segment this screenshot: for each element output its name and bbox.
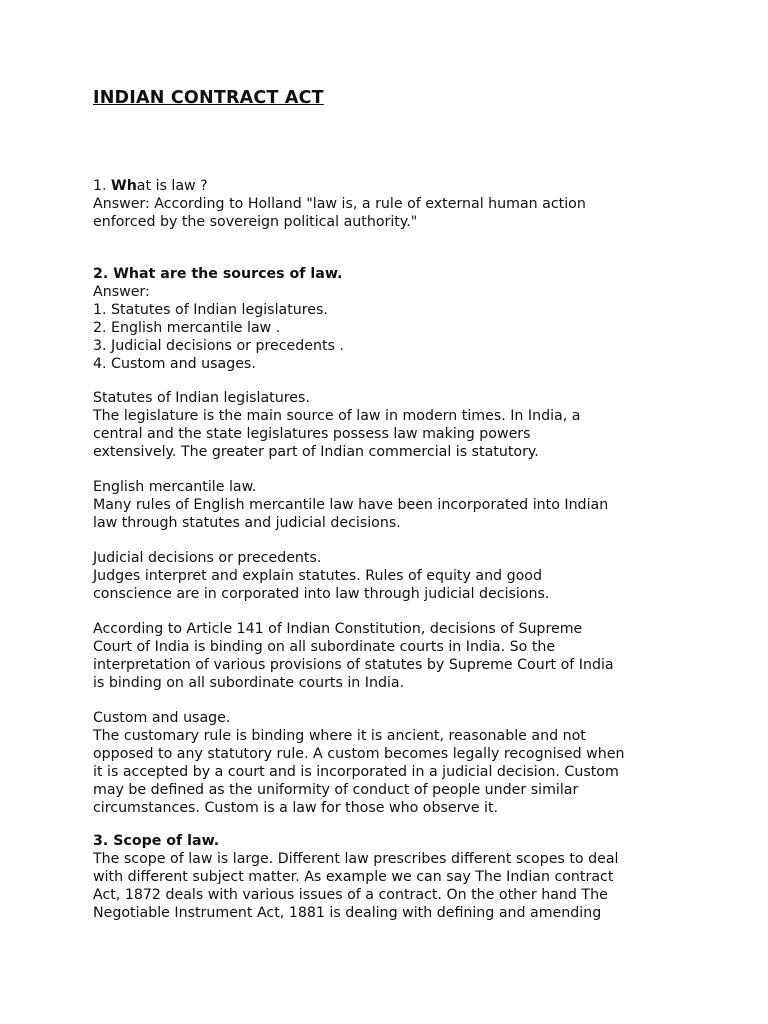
article-line: According to Article 141 of Indian Constitution, decisions of Supreme xyxy=(93,621,583,637)
article-line: Court of India is binding on all subordinate courts in India. So the xyxy=(93,639,556,655)
question-3-line: with different subject matter. As example we can say The Indian contract xyxy=(93,869,614,885)
custom-line: The customary rule is binding where it is ancient, reasonable and not xyxy=(93,728,586,744)
question-2-answer-label: Answer: xyxy=(93,284,150,300)
question-1-heading-bold: Wh xyxy=(111,178,137,194)
question-3-line: Negotiable Instrument Act, 1881 is dealing with defining and amending xyxy=(93,905,602,921)
judicial-line: Judges interpret and explain statutes. Rules of equity and good xyxy=(93,568,542,584)
judicial-line: conscience are in corporated into law through judicial decisions. xyxy=(93,586,550,602)
question-1-heading-text: at is law ? xyxy=(136,178,208,194)
question-1-heading xyxy=(93,177,693,195)
article-line: interpretation of various provisions of statutes by Supreme Court of India xyxy=(93,657,614,673)
custom-title: Custom and usage. xyxy=(93,710,231,726)
question-3-line: The scope of law is large. Different law prescribes different scopes to deal xyxy=(93,851,619,867)
english-law-title: English mercantile law. xyxy=(93,479,257,495)
article-141-section xyxy=(93,620,693,692)
source-list-item: 1. Statutes of Indian legislatures. xyxy=(93,302,328,318)
question-1-answer-line: enforced by the sovereign political authority." xyxy=(93,214,418,230)
statutes-line: The legislature is the main source of law in modern times. In India, a xyxy=(93,408,581,424)
custom-line: circumstances. Custom is a law for those who observe it. xyxy=(93,800,499,816)
english-law-section xyxy=(93,478,693,532)
custom-line: opposed to any statutory rule. A custom becomes legally recognised when xyxy=(93,746,625,762)
question-1 xyxy=(93,177,693,231)
question-2 xyxy=(93,265,693,373)
judicial-section xyxy=(93,549,693,603)
source-list-item: 4. Custom and usages. xyxy=(93,356,256,372)
source-list-item: 3. Judicial decisions or precedents . xyxy=(93,338,344,354)
english-law-line: Many rules of English mercantile law have been incorporated into Indian xyxy=(93,497,609,513)
question-3 xyxy=(93,832,693,922)
article-line: is binding on all subordinate courts in India. xyxy=(93,675,405,691)
statutes-line: extensively. The greater part of Indian commercial is statutory. xyxy=(93,444,539,460)
source-list-item: 2. English mercantile law . xyxy=(93,320,281,336)
custom-line: may be defined as the uniformity of conduct of people under similar xyxy=(93,782,579,798)
question-1-number: 1. xyxy=(93,178,112,194)
question-3-line: Act, 1872 deals with various issues of a contract. On the other hand The xyxy=(93,887,608,903)
statutes-section xyxy=(93,389,693,461)
question-2-heading: 2. What are the sources of law. xyxy=(93,266,343,282)
document-title: INDIAN CONTRACT ACT xyxy=(93,88,324,108)
statutes-title: Statutes of Indian legislatures. xyxy=(93,390,310,406)
question-3-heading: 3. Scope of law. xyxy=(93,833,220,849)
custom-section xyxy=(93,709,693,817)
judicial-title: Judicial decisions or precedents. xyxy=(93,550,322,566)
custom-line: it is accepted by a court and is incorporated in a judicial decision. Custom xyxy=(93,764,619,780)
question-1-answer-line: Answer: According to Holland "law is, a rule of external human action xyxy=(93,196,586,212)
english-law-line: law through statutes and judicial decisions. xyxy=(93,515,401,531)
statutes-line: central and the state legislatures possess law making powers xyxy=(93,426,531,442)
